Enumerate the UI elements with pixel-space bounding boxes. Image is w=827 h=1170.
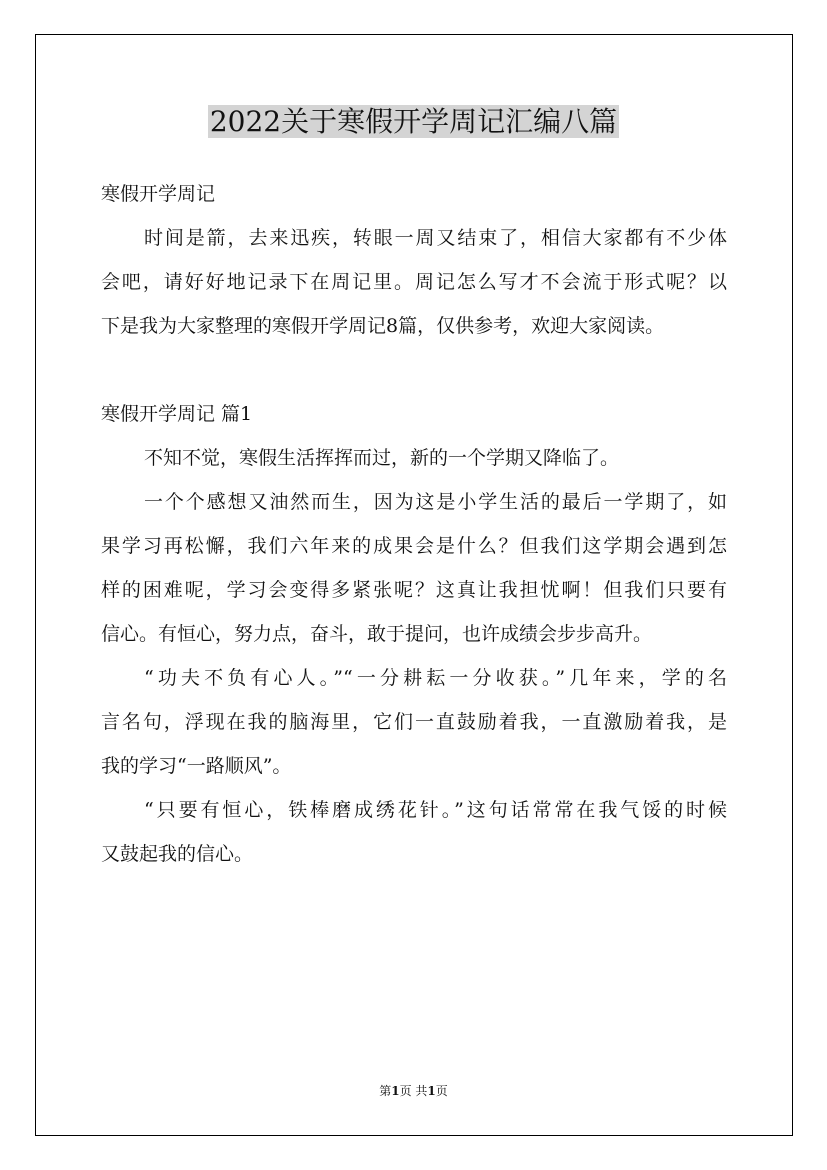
section-intro-heading: 寒假开学周记 (101, 183, 216, 205)
page-footer (0, 1083, 827, 1099)
paragraph-4-line-2: 又鼓起我的信心。 (101, 843, 254, 865)
paragraph-2-line-3: 样的困难呢，学习会变得多紧张呢？这真让我担忧啊！但我们只要有 (101, 579, 727, 601)
document-title (0, 104, 827, 140)
intro-line-1: 时间是箭，去来迅疾，转眼一周又结束了，相信大家都有不少体 (144, 227, 727, 249)
document-title-text: 2022关于寒假开学周记汇编八篇 (209, 105, 618, 138)
intro-line-2: 会吧，请好好地记录下在周记里。周记怎么写才不会流于形式呢？以 (101, 271, 727, 293)
section-1-heading: 寒假开学周记 篇1 (101, 403, 253, 425)
intro-line-3: 下是我为大家整理的寒假开学周记8篇，仅供参考，欢迎大家阅读。 (101, 315, 665, 337)
footer-suffix: 页 (435, 1084, 448, 1098)
footer-prefix: 第 (379, 1084, 392, 1098)
paragraph-2-line-2: 果学习再松懈，我们六年来的成果会是什么？但我们这学期会遇到怎 (101, 535, 727, 557)
document-body (101, 172, 727, 876)
paragraph-2-line-4: 信心。有恒心，努力点，奋斗，敢于提问，也许成绩会步步高升。 (101, 623, 653, 645)
paragraph-1-line-1: 不知不觉，寒假生活挥挥而过，新的一个学期又降临了。 (144, 447, 620, 469)
footer-page-number: 1 (391, 1084, 400, 1098)
spacer (101, 348, 727, 392)
paragraph-2-line-1: 一个个感想又油然而生，因为这是小学生活的最后一学期了，如 (144, 491, 727, 513)
paragraph-3-line-2: 言名句，浮现在我的脑海里，它们一直鼓励着我，一直激励着我，是 (101, 711, 727, 733)
footer-total-pages: 1 (427, 1084, 436, 1098)
paragraph-4-line-1: “只要有恒心，铁棒磨成绣花针。”这句话常常在我气馁的时候 (144, 799, 727, 821)
paragraph-3-line-1: “功夫不负有心人。”“一分耕耘一分收获。”几年来，学的名 (144, 667, 727, 689)
paragraph-3-line-3: 我的学习“一路顺风”。 (101, 755, 292, 777)
footer-mid: 页 共 (399, 1084, 428, 1098)
